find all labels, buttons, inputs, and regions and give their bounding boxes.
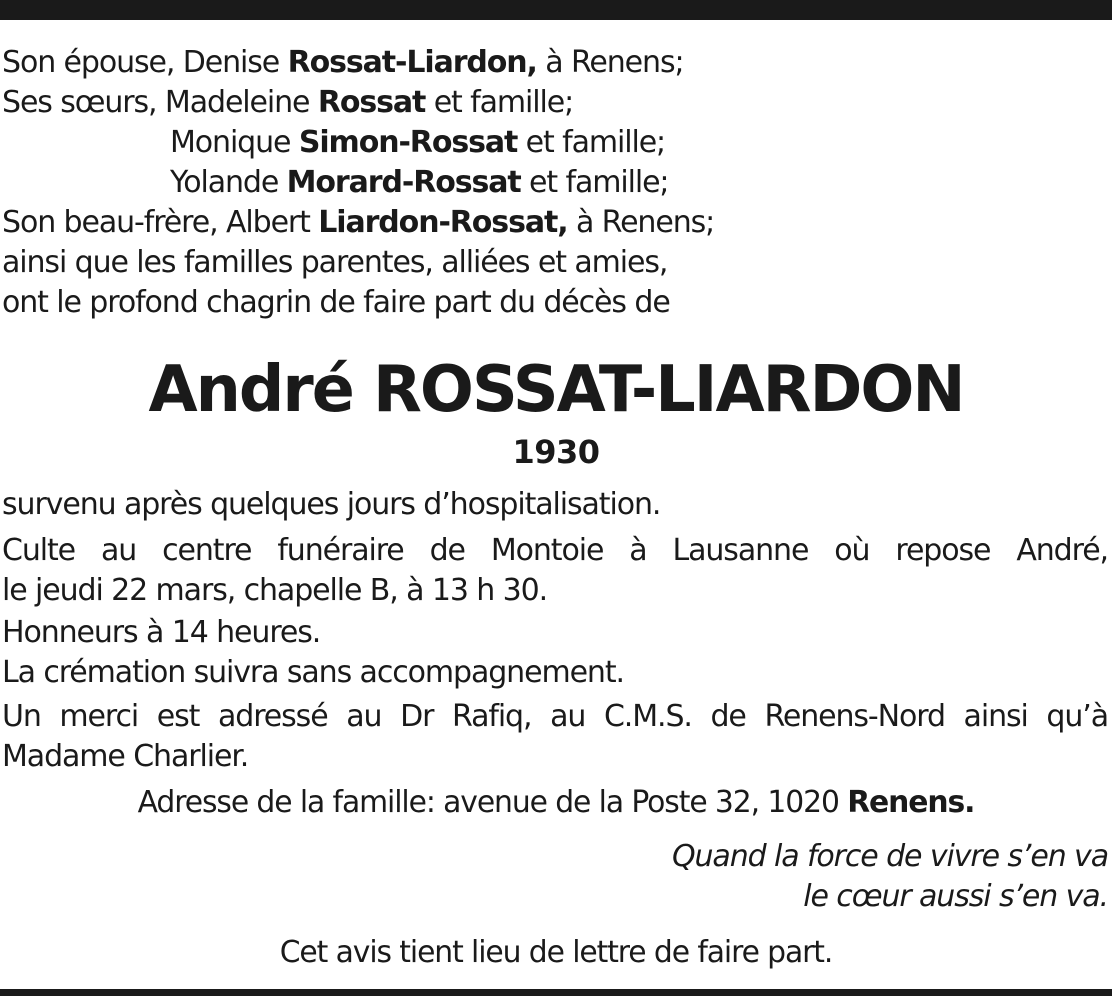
family-line-announcement: ont le profond chagrin de faire part du décès de xyxy=(2,285,670,320)
details-cremation: La crémation suivra sans accompagnement. xyxy=(2,655,624,690)
bottom-rule xyxy=(0,989,1112,996)
top-rule xyxy=(0,0,1112,20)
family-line-spouse: Son épouse, Denise Rossat-Liardon, à Renens; xyxy=(2,45,684,80)
details-thanks-cont: Madame Charlier. xyxy=(2,739,249,774)
details-honours: Honneurs à 14 heures. xyxy=(2,615,321,650)
family-address: Adresse de la famille: avenue de la Poste 32, 1020 Renens. xyxy=(137,785,975,820)
family-line-brother-in-law: Son beau-frère, Albert Liardon-Rossat, à Renens; xyxy=(2,205,715,240)
family-line-sister-monique: Monique Simon-Rossat et famille; xyxy=(170,125,666,160)
family-line-relatives: ainsi que les familles parentes, alliées et amies, xyxy=(2,245,668,280)
details-thanks: Un merci est adressé au Dr Rafiq, au C.M.S. de Renens-Nord ainsi qu’à xyxy=(2,699,1108,734)
footer-notice: Cet avis tient lieu de lettre de faire part. xyxy=(279,935,833,970)
deceased-name: André ROSSAT-LIARDON xyxy=(148,353,964,427)
details-date: le jeudi 22 mars, chapelle B, à 13 h 30. xyxy=(2,573,547,608)
family-line-sister-yolande: Yolande Morard-Rossat et famille; xyxy=(170,165,669,200)
details-ceremony: Culte au centre funéraire de Montoie à Lausanne où repose André, xyxy=(2,533,1108,568)
deceased-year: 1930 xyxy=(512,433,600,471)
family-line-sisters: Ses sœurs, Madeleine Rossat et famille; xyxy=(2,85,574,120)
quote-line-2: le cœur aussi s’en va. xyxy=(803,879,1108,914)
quote-line-1: Quand la force de vivre s’en va xyxy=(671,839,1108,874)
details-hospitalisation: survenu après quelques jours d’hospitalisation. xyxy=(2,487,661,522)
